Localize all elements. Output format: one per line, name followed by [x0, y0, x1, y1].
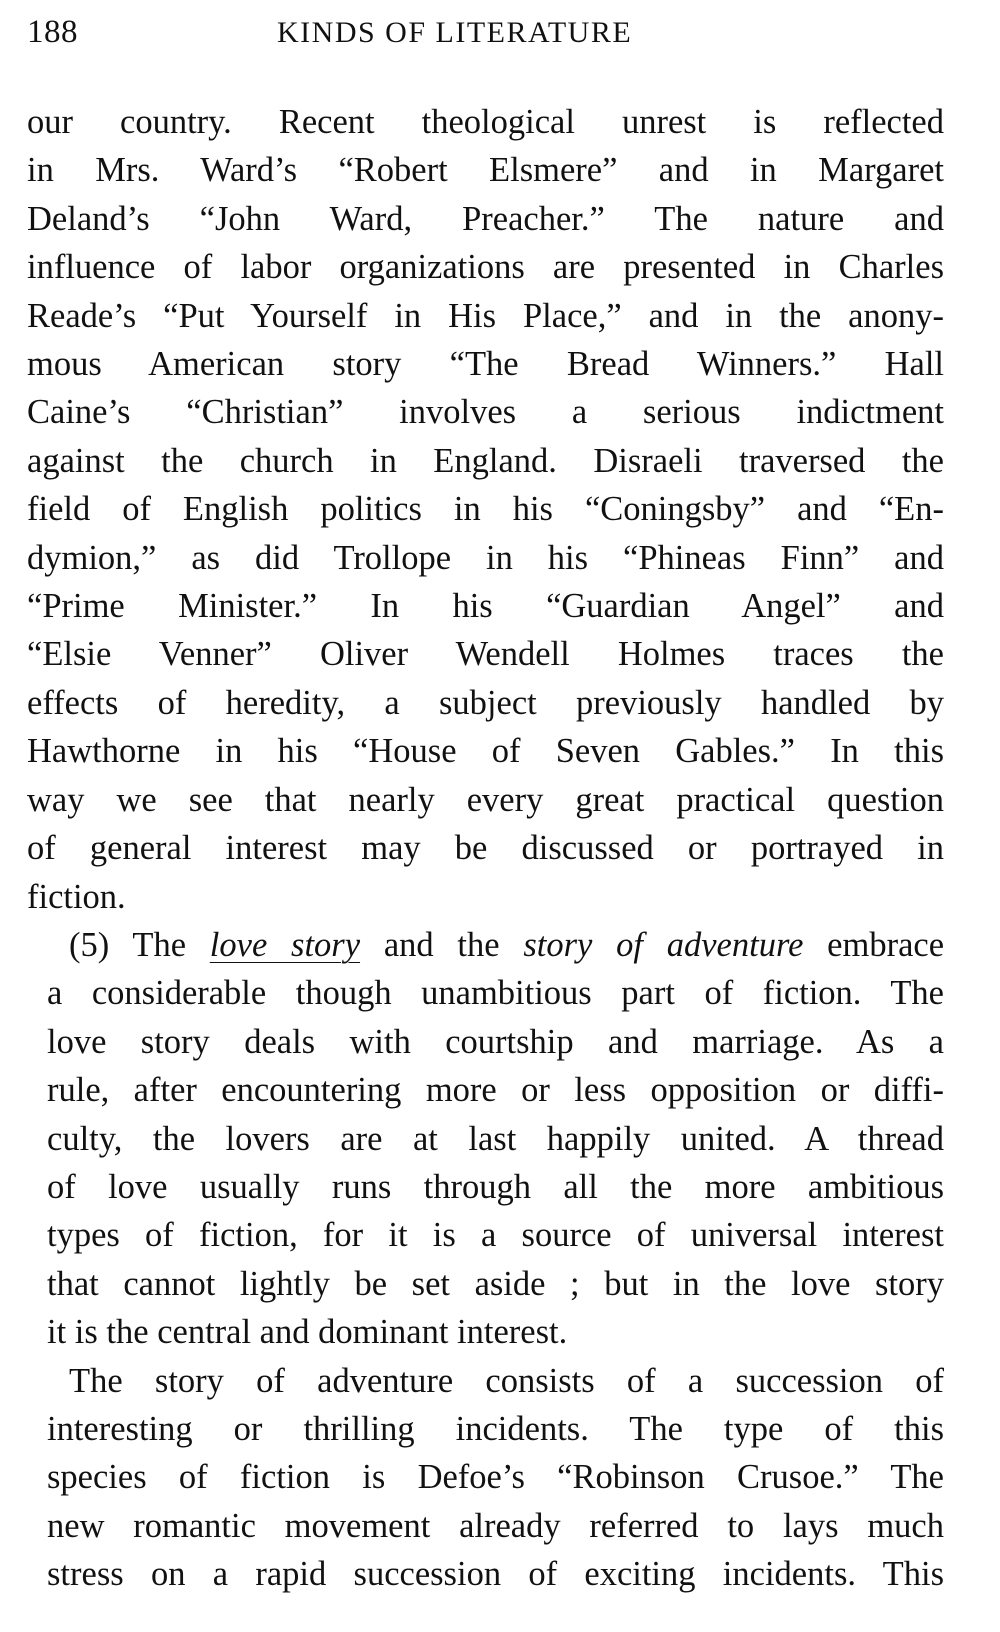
text-line: love story deals with courtship and marriage. As a — [47, 1022, 944, 1061]
text-line: effects of heredity, a subject previously handled by — [27, 683, 944, 722]
text-line: mous American story “The Bread Winners.” Hall — [27, 345, 944, 384]
text-line: Deland’s “John Ward, Preacher.” The nature and — [27, 199, 944, 238]
text-line: of love usually runs through all the more ambitious — [47, 1167, 944, 1206]
text-line: interesting or thrilling incidents. The type of this — [47, 1409, 944, 1448]
text-run: embrace — [803, 925, 945, 964]
text-line: our country. Recent theological unrest is reflected — [27, 103, 944, 141]
text-line: culty, the lovers are at last happily united. A thread — [47, 1119, 944, 1158]
text-line: stress on a rapid succession of exciting incidents. This — [47, 1555, 944, 1594]
text-line: in Mrs. Ward’s “Robert Elsmere” and in Margaret — [27, 151, 944, 190]
paragraph-2 — [27, 921, 944, 1357]
italic-term-love-story: love story — [209, 925, 361, 964]
text-line: rule, after encountering more or less opposition or diffi- — [47, 1071, 944, 1110]
text-line: species of fiction is Defoe’s “Robinson Crusoe.” The — [47, 1458, 944, 1497]
text-line: Caine’s “Christian” involves a serious indictment — [27, 393, 944, 432]
text-run: (5) The — [69, 925, 210, 964]
text-line: it is the central and dominant interest. — [47, 1313, 568, 1352]
text-line: against the church in England. Disraeli traversed the — [27, 441, 944, 480]
text-line-first — [27, 921, 944, 969]
text-line: The story of adventure consists of a succession of — [69, 1361, 944, 1400]
paragraph-1 — [27, 98, 944, 921]
text-run: and the — [360, 925, 524, 964]
text-line: of general interest may be discussed or portrayed in — [27, 829, 944, 868]
text-line: “Elsie Venner” Oliver Wendell Holmes traces the — [27, 635, 944, 674]
text-line: a considerable though unambitious part of fiction. The — [47, 974, 944, 1013]
running-head — [27, 14, 944, 74]
text-line: way we see that nearly every great practical question — [27, 780, 944, 819]
text-line: Hawthorne in his “House of Seven Gables.” In this — [27, 732, 944, 771]
text-line: “Prime Minister.” In his “Guardian Angel” and — [27, 587, 944, 626]
text-line: dymion,” as did Trollope in his “Phineas Finn” and — [27, 538, 944, 577]
text-line: field of English politics in his “Coningsby” and “En- — [27, 490, 944, 529]
text-line: influence of labor organizations are presented in Charles — [27, 248, 944, 287]
text-line: Reade’s “Put Yourself in His Place,” and in the anony- — [27, 296, 944, 335]
text-line: that cannot lightly be set aside ; but in the love story — [47, 1264, 944, 1303]
page-number: 188 — [27, 14, 78, 50]
body-text — [27, 98, 944, 1599]
text-line: new romantic movement already referred to lays much — [47, 1506, 944, 1545]
paragraph-3 — [27, 1357, 944, 1599]
text-line: types of fiction, for it is a source of universal interest — [47, 1216, 944, 1255]
text-line: fiction. — [27, 877, 126, 916]
running-title: KINDS OF LITERATURE — [277, 16, 633, 49]
italic-term-story-of-adventure: story of adventure — [523, 925, 804, 964]
